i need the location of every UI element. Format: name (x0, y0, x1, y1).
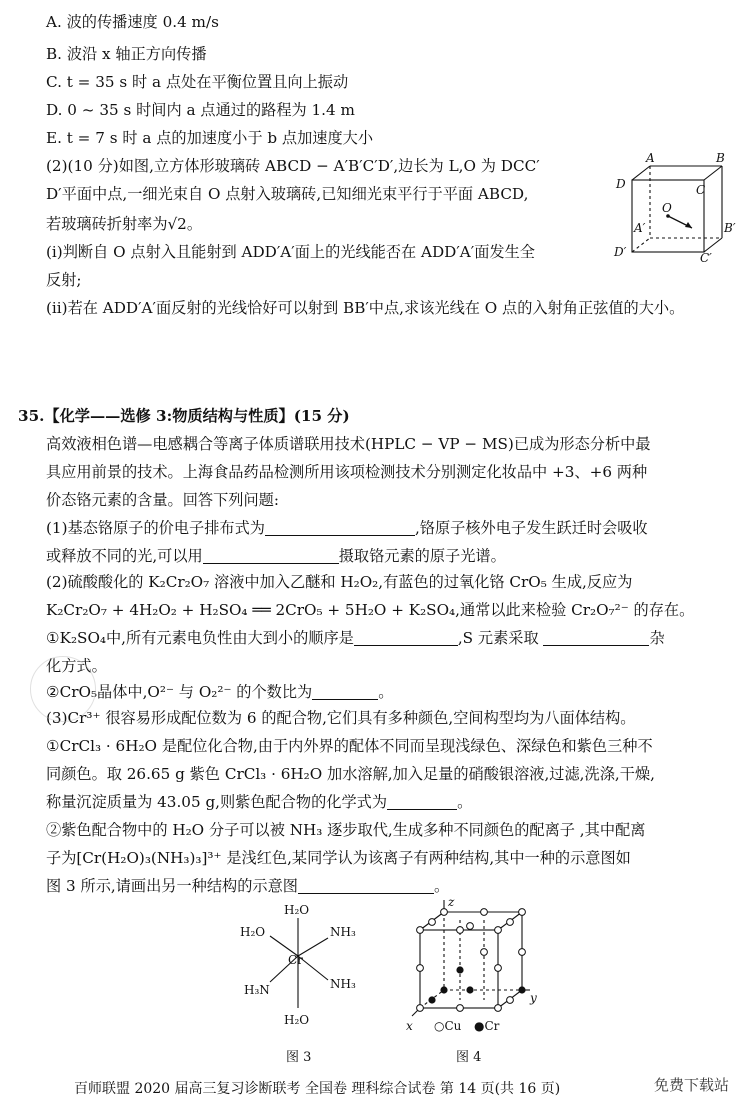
fig3-ligand-upper-right: NH₃ (330, 925, 356, 939)
q35-p3-q1-line-1: ①CrCl₃ · 6H₂O 是配位化合物,由于内外界的配体不同而呈现浅绿色、深绿色和紫色三种不 (46, 737, 653, 755)
q2-i-line-2: 反射; (46, 271, 82, 289)
q35-p3-q1-b: 。 (457, 793, 473, 811)
option-d: D. 0 ~ 35 s 时间内 a 点通过的路程为 1.4 m (46, 101, 355, 119)
q35-p1-d: 摄取铬元素的原子光谱。 (338, 547, 506, 565)
figure-3-caption: 图 3 (286, 1050, 312, 1065)
answer-blank-6[interactable] (387, 793, 457, 810)
option-c: C. t = 35 s 时 a 点处在平衡位置且向上振动 (46, 73, 349, 91)
answer-blank-5[interactable] (312, 683, 378, 700)
fig3-ligand-upper-left: H₂O (240, 925, 266, 939)
cube-label-o: O (662, 201, 672, 215)
fig4-legend-cu: ○Cu (434, 1019, 462, 1033)
q35-header: 35.【化学——选修 3:物质结构与性质】(15 分) (18, 407, 350, 425)
q2-line-2: D′平面中点,一细光束自 O 点射入玻璃砖,已知细光束平行于平面 ABCD, (46, 185, 529, 203)
q2-line-3: 若玻璃砖折射率为√2。 (46, 215, 203, 233)
q35-p3-q2-line-3 (46, 876, 449, 896)
cube-label-a: A (646, 152, 655, 165)
q35-p3-q2-line-2: 子为[Cr(H₂O)₃(NH₃)₃]³⁺ 是浅红色,某同学认为该离子有两种结构,其中一种的示意图如 (46, 849, 631, 867)
figure-4-unit-cell (404, 896, 540, 1038)
fig3-ligand-top: H₂O (284, 903, 310, 917)
q35-p3-q1-a: 称量沉淀质量为 43.05 g,则紫色配合物的化学式为 (46, 793, 388, 811)
watermark-logo: 免费下载站 (653, 1076, 729, 1094)
q35-p3-q2-a: 图 3 所示,请画出另一种结构的示意图 (46, 877, 298, 895)
q35-p2-q1-b: ,S 元素采取 (457, 629, 539, 647)
q35-p2-q1-d: 化方式。 (46, 657, 107, 675)
q35-p1-line-1 (46, 518, 648, 538)
q2-i-line-1: (i)判断自 O 点射入且能射到 ADD′A′面上的光线能否在 ADD′A′面发生全 (46, 243, 535, 261)
cube-label-b1: B′ (724, 221, 736, 235)
q35-intro-2: 具应用前景的技术。上海食品药品检测所用该项检测技术分别测定化妆品中 +3、+6 两种 (46, 463, 648, 481)
fig3-ligand-bottom: H₂O (284, 1013, 310, 1027)
glass-cube-figure (612, 152, 738, 264)
q35-p1-c: 或释放不同的光,可以用 (46, 547, 203, 565)
q35-p3-q2-b: 。 (433, 877, 450, 895)
q35-p3-q2-line-1: ②紫色配合物中的 H₂O 分子可以被 NH₃ 逐步取代,生成多种不同颜色的配离子 ,其中配离 (46, 821, 646, 839)
fig3-ligand-lower-right: NH₃ (330, 977, 356, 991)
q35-p3-line-1: (3)Cr³⁺ 很容易形成配位数为 6 的配合物,它们具有多种颜色,空间构型均为八面体结构。 (46, 709, 636, 727)
cube-label-d1: D′ (614, 245, 627, 259)
fig3-center-cr: Cr (288, 953, 303, 967)
option-b: B. 波沿 x 轴正方向传播 (46, 45, 207, 63)
cube-label-c1: C′ (700, 251, 712, 264)
cube-label-d: D (616, 177, 626, 191)
q35-p2-line-2: K₂Cr₂O₇ + 4H₂O₂ + H₂SO₄ ══ 2CrO₅ + 5H₂O + K₂SO₄,通常以此来检验 Cr₂O₇²⁻ 的存在。 (46, 601, 695, 619)
answer-blank-1[interactable] (265, 519, 415, 536)
q35-p2-q1-line-1 (46, 628, 665, 648)
cube-label-a1: A′ (634, 221, 646, 235)
answer-blank-3[interactable] (354, 629, 458, 646)
figure-3-octahedral-complex (236, 896, 366, 1038)
q35-p1-a: (1)基态铬原子的价电子排布式为 (46, 519, 265, 537)
answer-blank-7[interactable] (298, 877, 434, 894)
q2-line-1: (2)(10 分)如图,立方体形玻璃砖 ABCD − A′B′C′D′,边长为 L,O 为 DCC′ (46, 157, 540, 175)
fig4-axis-z: z (448, 896, 455, 909)
q35-intro-1: 高效液相色谱—电感耦合等离子体质谱联用技术(HPLC − VP − MS)已成为形态分析中最 (46, 435, 651, 453)
cube-label-c: C (696, 183, 706, 197)
q35-p2-q1-c: 杂 (649, 629, 665, 647)
q35-p2-q2-line (46, 682, 393, 702)
faint-stamp-watermark (30, 656, 96, 722)
q35-p1-line-2 (46, 546, 506, 566)
q35-p2-q2-b: 。 (378, 683, 394, 701)
q35-p3-q1-line-2: 同颜色。取 26.65 g 紫色 CrCl₃ · 6H₂O 加水溶解,加入足量的硝酸银溶液,过滤,洗涤,干燥, (46, 765, 655, 783)
fig4-axis-x: x (406, 1019, 413, 1033)
q2-ii-line-1: (ii)若在 ADD′A′面反射的光线恰好可以射到 BB′中点,求该光线在 O 点的入射角正弦值的大小。 (46, 299, 685, 317)
q35-p2-line-1: (2)硫酸酸化的 K₂Cr₂O₇ 溶液中加入乙醚和 H₂O₂,有蓝色的过氧化铬 CrO₅ 生成,反应为 (46, 573, 633, 591)
q35-p3-q1-line-3 (46, 792, 472, 812)
figure-4-caption: 图 4 (456, 1050, 482, 1065)
fig4-axis-y: y (530, 991, 537, 1005)
fig4-legend-cr: ●Cr (474, 1019, 500, 1033)
cube-label-b: B (716, 152, 725, 165)
answer-blank-2[interactable] (203, 547, 339, 564)
q35-p1-b: ,铬原子核外电子发生跃迁时会吸收 (414, 519, 648, 537)
fig3-ligand-lower-left: H₃N (244, 983, 270, 997)
answer-blank-4[interactable] (543, 629, 649, 646)
q35-p2-q2-a: ②CrO₅晶体中,O²⁻ 与 O₂²⁻ 的个数比为 (46, 683, 313, 701)
option-a: A. 波的传播速度 0.4 m/s (46, 13, 219, 31)
q35-p2-q1-a: ①K₂SO₄中,所有元素电负性由大到小的顺序是 (46, 629, 354, 647)
option-e: E. t = 7 s 时 a 点的加速度小于 b 点加速度大小 (46, 129, 374, 147)
q35-intro-3: 价态铬元素的含量。回答下列问题: (46, 491, 279, 509)
page-footer: 百师联盟 2020 届高三复习诊断联考 全国卷 理科综合试卷 第 14 页(共 16 页) (74, 1081, 561, 1097)
